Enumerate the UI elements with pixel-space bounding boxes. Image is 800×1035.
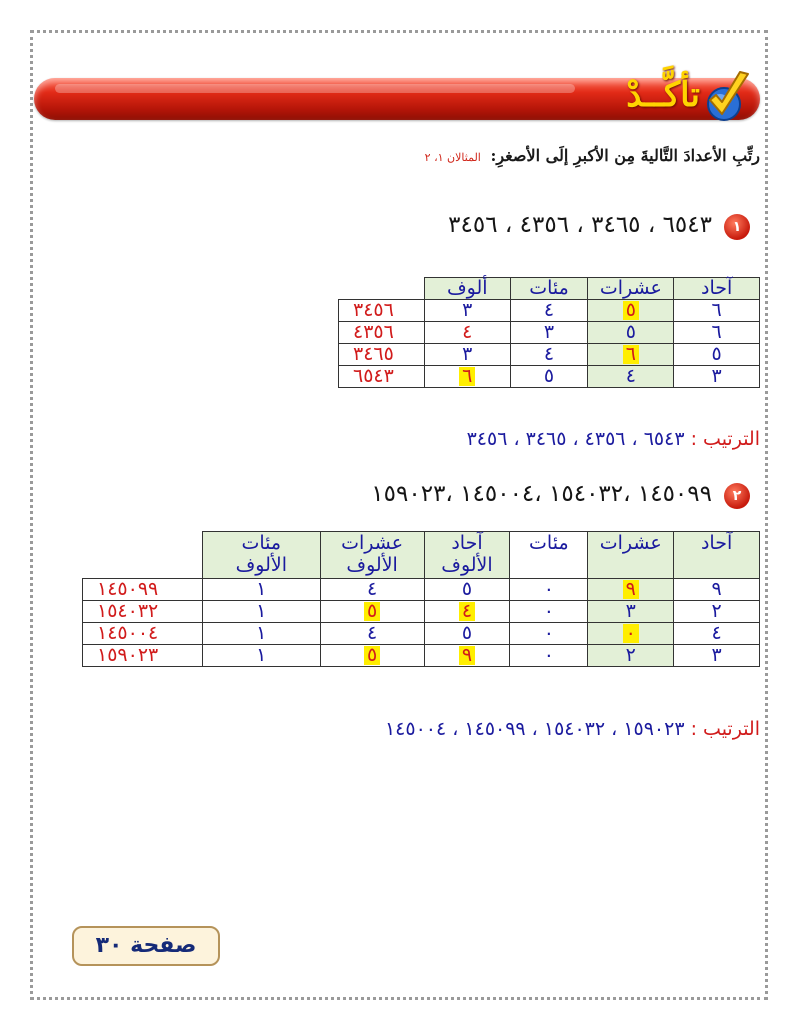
table-header-row [83, 532, 760, 579]
header-line-1: آحاد [451, 532, 483, 554]
digit-cell: ٦ [674, 300, 760, 322]
header-cell: آحاد [674, 278, 760, 300]
highlighted-digit: ٥ [364, 602, 380, 621]
highlighted-digit: ٥ [364, 646, 380, 665]
digit-cell [588, 579, 674, 601]
digit-cell: ٥ [424, 623, 510, 645]
empty-cell [339, 278, 425, 300]
table-row [339, 366, 760, 388]
question-2-order [230, 718, 760, 740]
order-label: الترتيب : [690, 428, 760, 450]
instruction-text: رتِّبِ الأعدادَ التَّاليةَ مِن الأكبرِ إلَى الأصغرِ: [490, 146, 760, 165]
number-cell: ١٤٥٠٠٤ [83, 623, 203, 645]
question-2-badge: ٢ [724, 483, 750, 509]
digit-cell: ٠ [510, 601, 588, 623]
question-1-numbers: ٦٥٤٣ ، ٣٤٦٥ ، ٤٣٥٦ ، ٣٤٥٦ [448, 212, 712, 238]
header-line-1: عشرات [599, 532, 662, 554]
digit-cell [588, 344, 674, 366]
digit-cell: ٣ [674, 366, 760, 388]
digit-cell: ٤ [320, 623, 424, 645]
digit-cell [424, 366, 510, 388]
question-1-table [338, 277, 760, 388]
digit-cell: ٠ [510, 645, 588, 667]
highlighted-digit: ٤ [459, 602, 475, 621]
digit-cell: ٤ [510, 300, 588, 322]
banner-title: تأكَّــدْ [626, 75, 700, 115]
question-2-numbers: ١٤٥٠٩٩ ،١٥٤٠٣٢ ،١٤٥٠٠٤ ،١٥٩٠٢٣ [371, 481, 712, 507]
header-cell [674, 532, 760, 579]
number-cell: ١٤٥٠٩٩ [83, 579, 203, 601]
number-cell: ٤٣٥٦ [339, 322, 425, 344]
digit-cell: ٦ [674, 322, 760, 344]
order-value: ١٥٩٠٢٣ ، ١٥٤٠٣٢ ، ١٤٥٠٩٩ ، ١٤٥٠٠٤ [384, 718, 685, 740]
highlighted-digit: ٦ [459, 367, 475, 386]
highlighted-digit: ٠ [623, 624, 639, 643]
digit-cell: ٤ [674, 623, 760, 645]
header-cell [202, 532, 320, 579]
number-cell: ٣٤٥٦ [339, 300, 425, 322]
digit-cell [588, 623, 674, 645]
table-row [339, 344, 760, 366]
digit-cell: ٤ [588, 366, 674, 388]
digit-cell: ٥ [588, 322, 674, 344]
table-row [83, 579, 760, 601]
digit-cell: ٠ [510, 579, 588, 601]
digit-cell: ٣ [424, 300, 510, 322]
highlighted-digit: ٩ [623, 580, 639, 599]
digit-cell [424, 601, 510, 623]
table-row [83, 601, 760, 623]
table-row [83, 645, 760, 667]
table-row [339, 322, 760, 344]
highlighted-digit: ٩ [459, 646, 475, 665]
header-line-1: عشرات [341, 532, 404, 554]
highlighted-digit: ٦ [623, 345, 639, 364]
order-value: ٦٥٤٣ ، ٤٣٥٦ ، ٣٤٦٥ ، ٣٤٥٦ [466, 428, 685, 450]
digit-cell: ١ [202, 623, 320, 645]
digit-cell [320, 645, 424, 667]
header-cell [588, 532, 674, 579]
digit-cell [320, 601, 424, 623]
number-cell: ١٥٩٠٢٣ [83, 645, 203, 667]
header-line-1: مئات [241, 532, 282, 554]
header-line-2: الألوف [441, 554, 493, 576]
header-cell [510, 532, 588, 579]
number-cell: ٦٥٤٣ [339, 366, 425, 388]
order-label: الترتيب : [690, 718, 760, 740]
empty-cell [83, 532, 203, 579]
page-border [30, 30, 768, 1000]
number-cell: ١٥٤٠٣٢ [83, 601, 203, 623]
digit-cell: ٤ [510, 344, 588, 366]
digit-cell: ٥ [674, 344, 760, 366]
highlighted-digit: ٥ [623, 301, 639, 320]
header-cell [424, 532, 510, 579]
digit-cell: ٥ [510, 366, 588, 388]
digit-cell: ١ [202, 601, 320, 623]
digit-cell: ٤ [424, 322, 510, 344]
digit-cell: ٢ [674, 601, 760, 623]
digit-cell: ٩ [674, 579, 760, 601]
question-1-order [300, 428, 760, 450]
table-header-row [339, 278, 760, 300]
checkmark-icon [700, 68, 752, 126]
digit-cell: ٠ [510, 623, 588, 645]
table-row [83, 623, 760, 645]
digit-cell: ٣ [510, 322, 588, 344]
question-1-badge: ١ [724, 214, 750, 240]
header-cell: مئات [510, 278, 588, 300]
digit-cell: ٢ [588, 645, 674, 667]
digit-cell [588, 300, 674, 322]
instruction [200, 146, 760, 165]
table-row [339, 300, 760, 322]
header-line-1: مئات [529, 532, 569, 554]
digit-cell: ٥ [424, 579, 510, 601]
header-cell: ألوف [424, 278, 510, 300]
digit-cell: ٣ [674, 645, 760, 667]
digit-cell: ٣ [424, 344, 510, 366]
page-number: صفحة ٣٠ [72, 926, 220, 966]
header-line-2: الألوف [346, 554, 398, 576]
digit-cell: ٤ [320, 579, 424, 601]
digit-cell [424, 645, 510, 667]
question-2-table [82, 531, 760, 667]
digit-cell: ١ [202, 579, 320, 601]
digit-cell: ١ [202, 645, 320, 667]
header-line-1: آحاد [700, 532, 733, 554]
banner-highlight [55, 84, 575, 93]
example-reference: المثالان ١، ٢ [424, 151, 481, 164]
header-cell: عشرات [588, 278, 674, 300]
number-cell: ٣٤٦٥ [339, 344, 425, 366]
digit-cell: ٣ [588, 601, 674, 623]
header-cell [320, 532, 424, 579]
header-line-2: الألوف [235, 554, 287, 576]
